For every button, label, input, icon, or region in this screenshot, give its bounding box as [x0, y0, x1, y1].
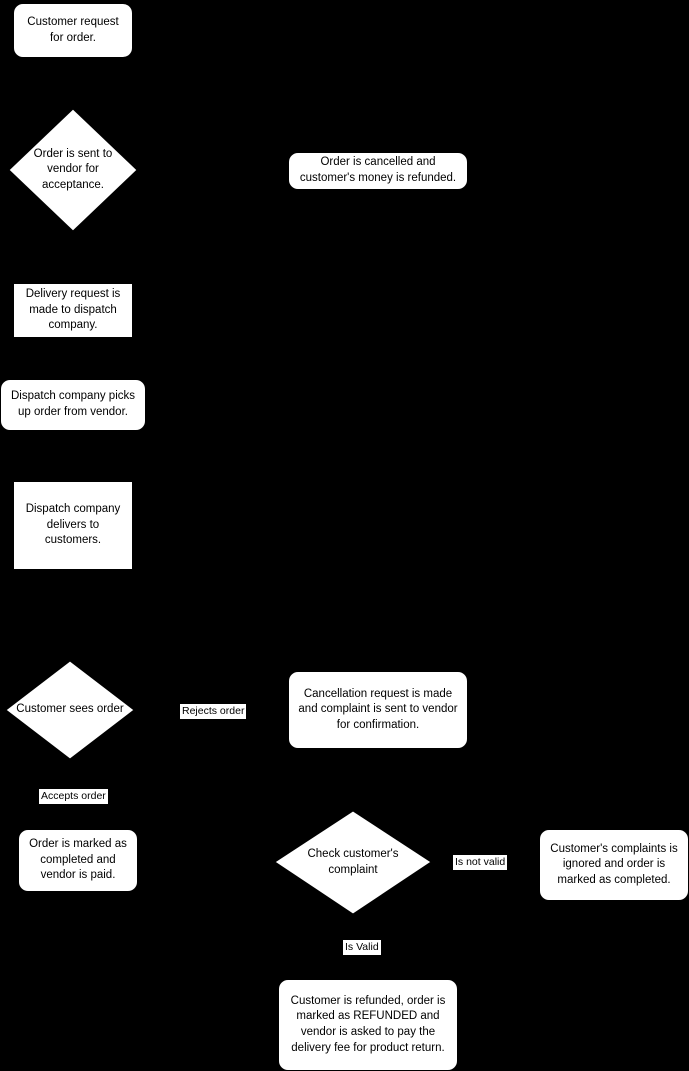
edge-label-accepts-order: Accepts order [41, 790, 106, 802]
flow-node-order-completed-vendor-paid[interactable] [18, 829, 138, 892]
flow-node-delivery-request[interactable] [13, 283, 133, 338]
flow-node-label: Customer sees order [16, 703, 124, 716]
flow-node-check-complaint[interactable] [274, 810, 432, 915]
edge-label-is-valid: Is Valid [345, 941, 379, 953]
flow-node-label: Dispatch company picks up order from vendor. [11, 390, 135, 418]
flow-node-label: Check customer's complaint [307, 847, 399, 876]
flow-node-dispatch-picks-up[interactable] [0, 379, 146, 431]
flow-node-label: Order is sent to vendor for acceptance. [33, 147, 113, 191]
flow-node-order-cancelled-refunded[interactable] [288, 152, 468, 190]
flow-node-complaint-ignored[interactable] [539, 829, 689, 901]
flow-node-customer-request[interactable] [13, 3, 133, 58]
flow-node-label: Dispatch company delivers to customers. [25, 503, 121, 547]
flow-node-label: Cancellation request is made and complaint is sent to vendor for confirmation. [298, 687, 458, 731]
flow-node-customer-sees-order[interactable] [5, 660, 135, 760]
flow-node-order-sent-to-vendor[interactable] [8, 108, 138, 232]
flow-node-label: Customer request for order. [27, 15, 119, 44]
flow-node-label: Delivery request is made to dispatch company. [25, 288, 121, 332]
flow-node-cancellation-request[interactable] [288, 671, 468, 749]
flow-node-label: Order is marked as completed and vendor is paid. [29, 838, 127, 882]
edge-label-is-not-valid: Is not valid [455, 856, 506, 868]
edge-label-rejects-order: Rejects order [182, 705, 245, 717]
flow-node-label: Customer is refunded, order is marked as REFUNDED and vendor is asked to pay the delivery fee for product return. [290, 994, 446, 1054]
flow-node-customer-refunded[interactable] [278, 979, 458, 1071]
flow-node-label: Order is cancelled and customer's money is refunded. [299, 156, 457, 184]
flow-node-dispatch-delivers[interactable] [13, 481, 133, 570]
flow-node-label: Customer's complaints is ignored and order is marked as completed. [550, 842, 678, 886]
